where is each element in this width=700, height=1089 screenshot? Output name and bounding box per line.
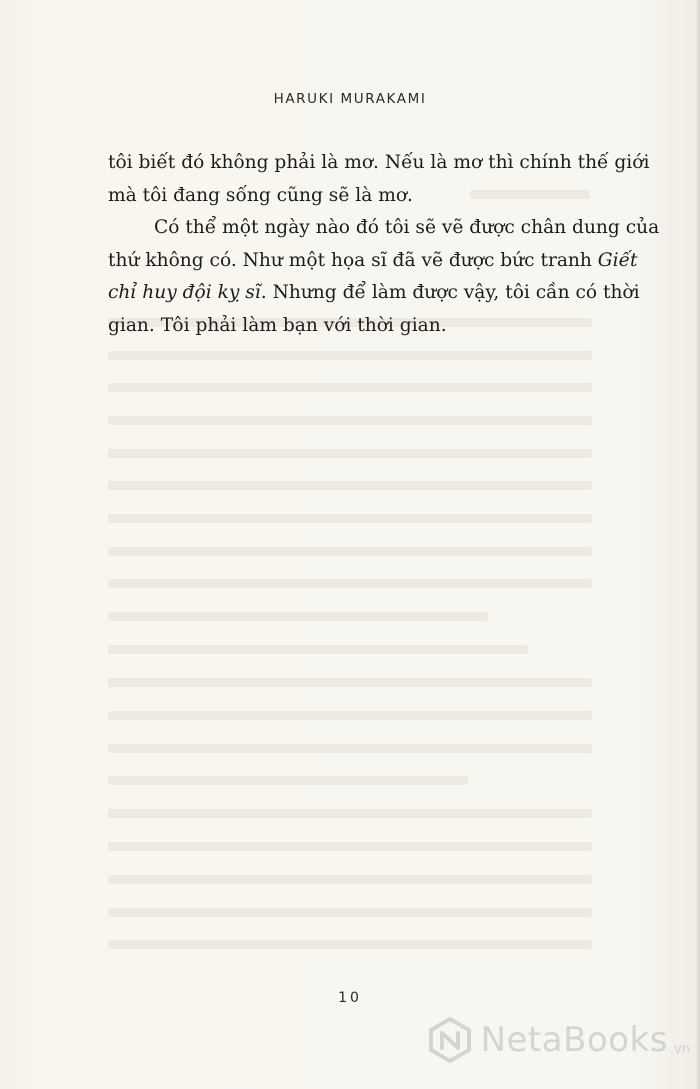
running-header: HARUKI MURAKAMI	[273, 91, 427, 107]
text-line: Có thể một ngày nào đó tôi sẽ vẽ được chân dung của	[154, 217, 660, 239]
page-edge	[696, 0, 700, 1089]
paragraph	[108, 212, 660, 342]
text-fragment: thứ không có. Như một họa sĩ đã vẽ được bức tranh	[108, 249, 592, 271]
body-text	[108, 147, 660, 343]
bleed-through-line	[108, 449, 592, 458]
page-number: 10	[338, 990, 362, 1006]
book-title-fragment: Giết	[597, 249, 638, 271]
watermark-suffix: .vn	[669, 1042, 690, 1057]
text-line: gian. Tôi phải làm bạn với thời gian.	[108, 314, 447, 336]
bleed-through-line	[108, 908, 592, 917]
text-line	[108, 277, 640, 310]
bleed-through-line	[108, 940, 592, 949]
bleed-through-line	[108, 416, 592, 425]
bleed-through-line	[108, 875, 592, 884]
bleed-through-line	[108, 481, 592, 490]
bleed-through-line	[108, 351, 592, 360]
bleed-through-line	[108, 645, 528, 654]
text-fragment: . Nhưng để làm được vậy, tôi cần có thời	[260, 282, 640, 304]
bleed-through-line	[108, 547, 592, 556]
bleed-through-line	[108, 744, 592, 753]
watermark	[427, 1017, 690, 1063]
bleed-through-line	[108, 842, 592, 851]
watermark-brand: NetaBooks	[480, 1020, 668, 1060]
bleed-through-line	[108, 711, 592, 720]
bleed-through-line	[108, 579, 592, 588]
bleed-through-line	[108, 612, 488, 621]
bleed-through-line	[108, 514, 592, 523]
bleed-through-line	[108, 678, 592, 687]
text-line: tôi biết đó không phải là mơ. Nếu là mơ thì chính thế giới	[108, 152, 650, 173]
bleed-through-line	[108, 809, 592, 818]
bleed-through-line	[108, 776, 468, 785]
text-line: mà tôi đang sống cũng sẽ là mơ.	[108, 184, 413, 206]
book-title-fragment: chỉ huy đội kỵ sĩ	[108, 282, 261, 304]
bleed-through-line	[108, 383, 592, 392]
paragraph	[108, 147, 650, 212]
text-line	[108, 245, 638, 278]
netabooks-logo-icon	[427, 1017, 473, 1063]
